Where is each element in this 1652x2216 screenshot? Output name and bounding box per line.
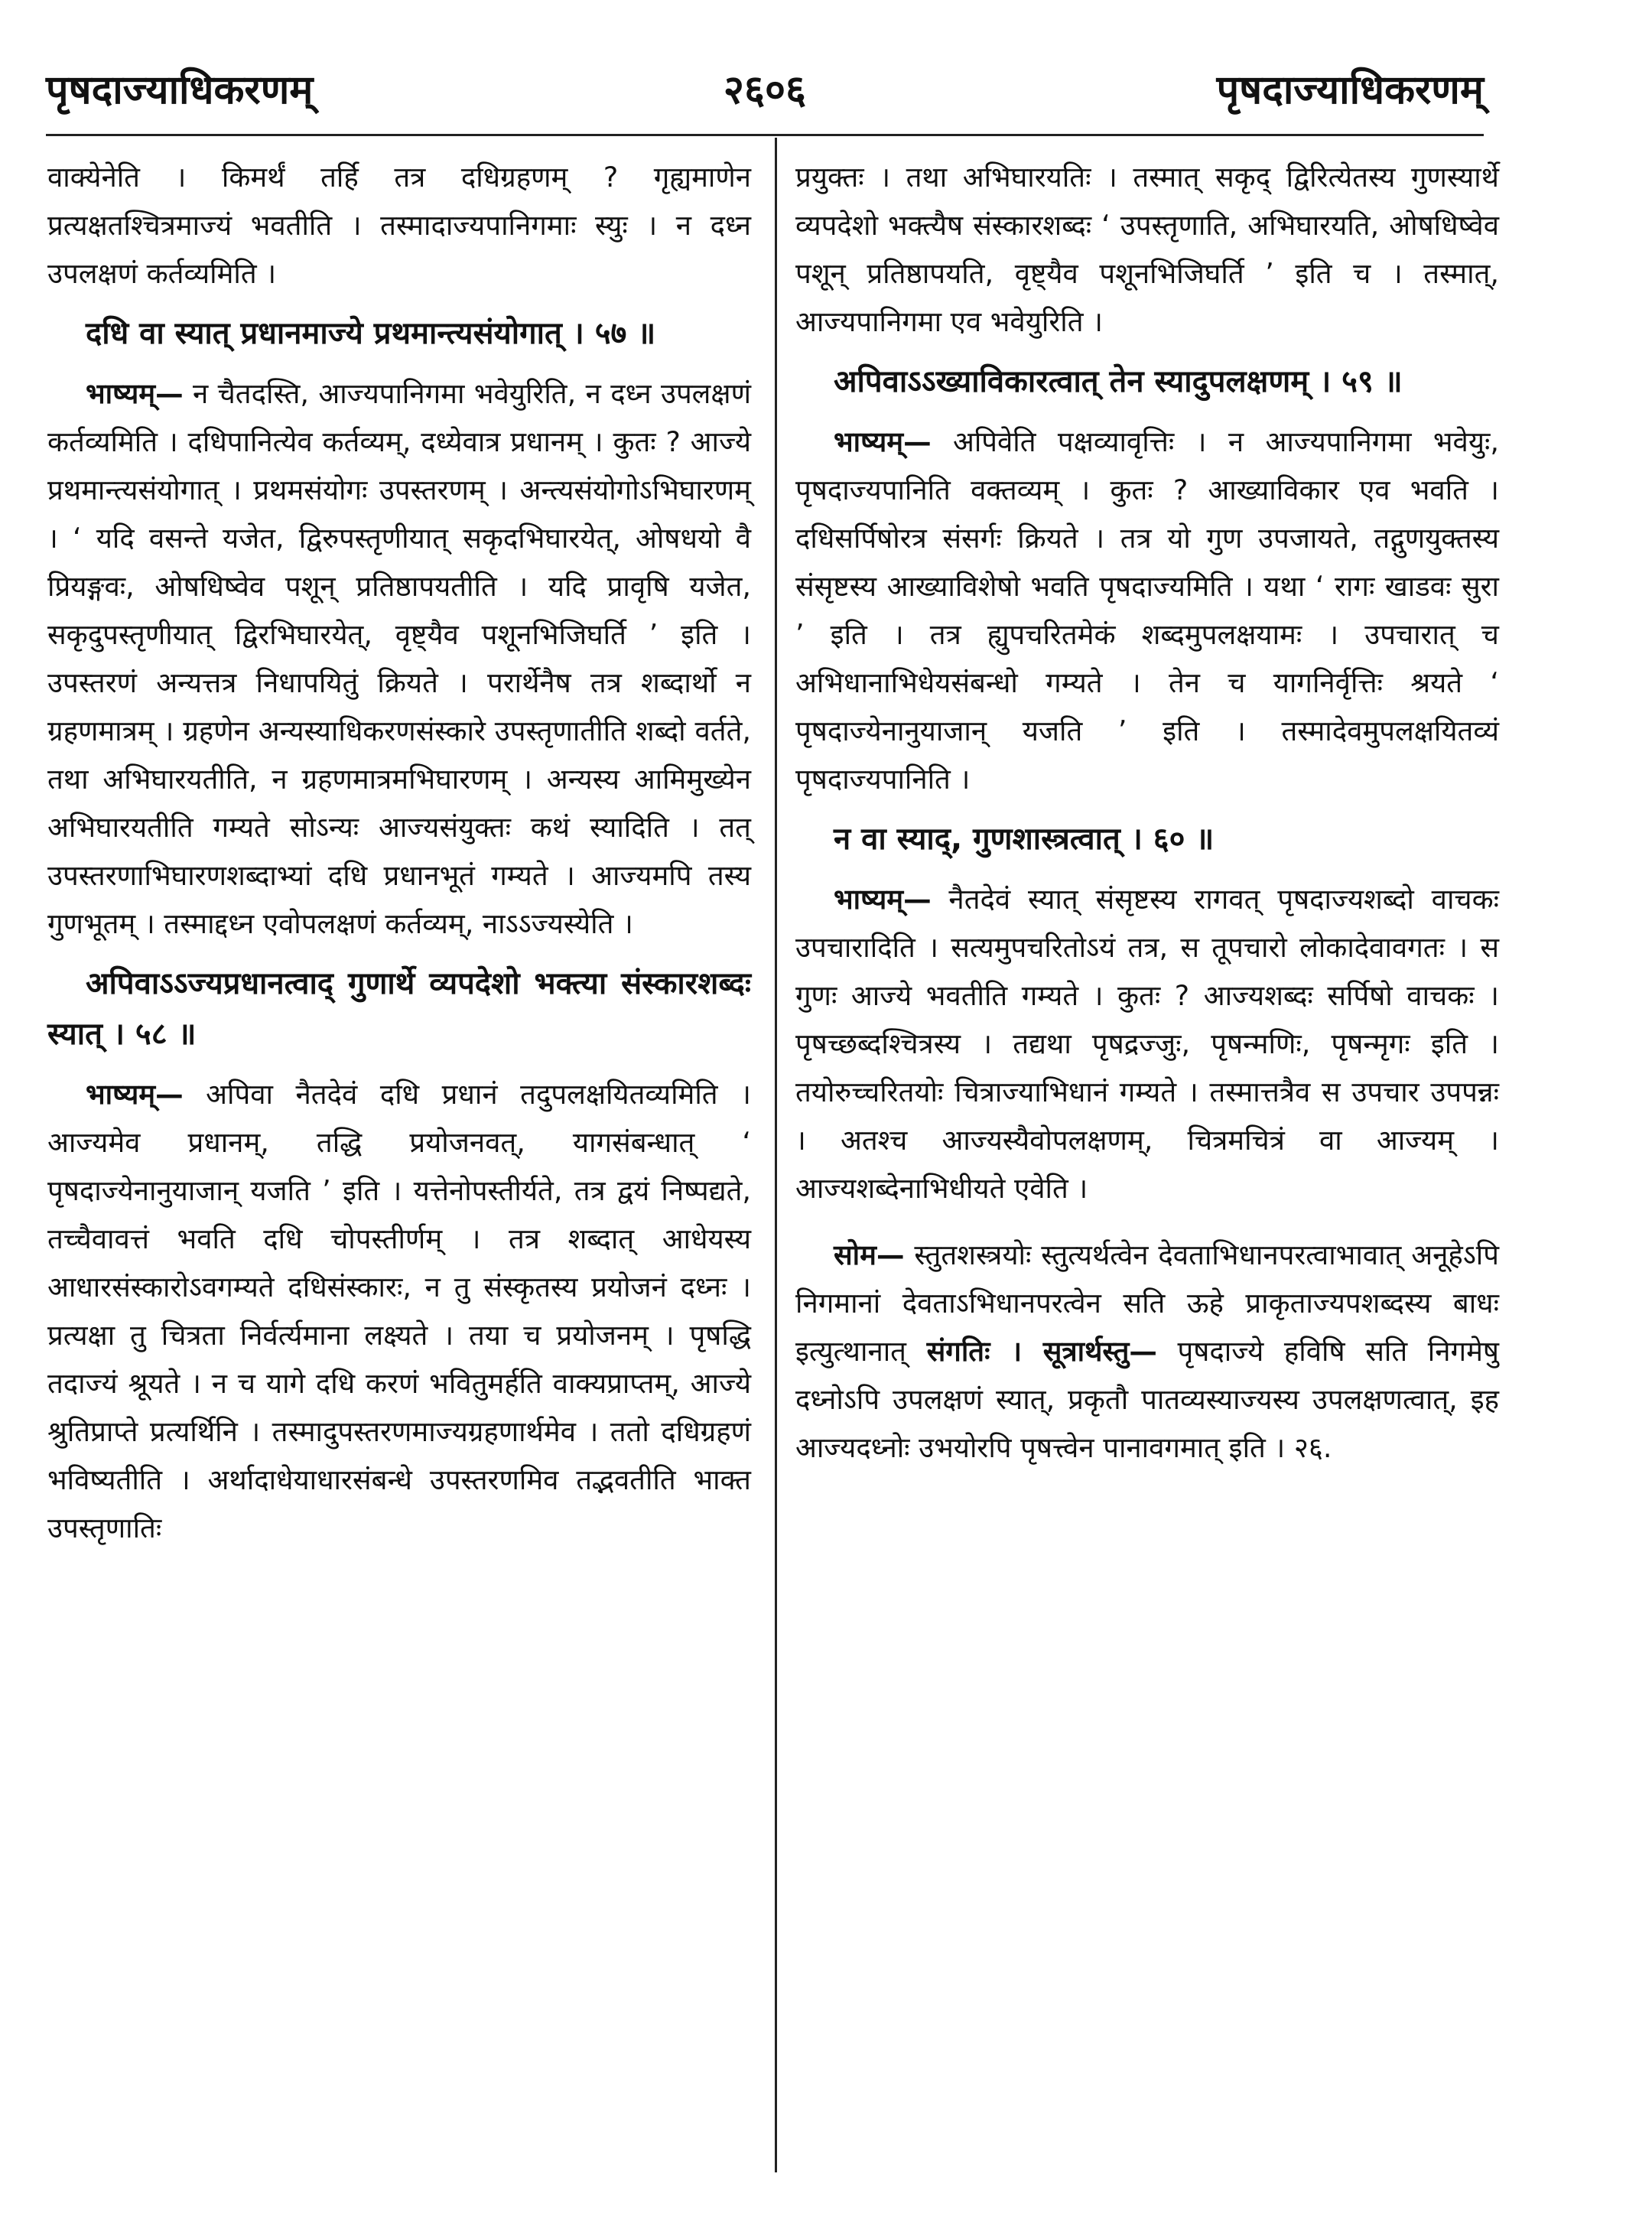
- bhashya-text: अपिवेति पक्षव्यावृत्तिः । न आज्यपानिगमा भवेयुः, पृषदाज्यपानिति वक्तव्यम् । कुतः ? आख्याविकार एव भवति । दधिसर्पिषोरत्र संसर्गः क्रियते । तत्र यो गुण उपजायते, तद्गुणयुक्तस्य संसृष्टस्य आख्याविशेषो भवति पृषदाज्यमिति । यथा ‘ रागः खाडवः सुरा ’ इति । तत्र ह्युपचरितमेकं शब्दमुपलक्षयामः । उपचारात् च अभिधानाभिधेयसंबन्धो गम्यते । तेन च यागनिर्वृत्तिः श्रयते ‘ पृषदाज्येनानुयाजान् यजति ’ इति । तस्मादेवमुपलक्षयितव्यं पृषदाज्यपानिति ।: [795, 425, 1499, 796]
- bhashya-58: [47, 1070, 751, 1552]
- bhashya-label: भाष्यम्—: [86, 377, 184, 410]
- continuation-paragraph: प्रयुक्तः । तथा अभिघारयतिः । तस्मात् सकृद् द्विरित्येतस्य गुणस्यार्थे व्यपदेशो भक्त्यैष संस्कारशब्दः ‘ उपस्तृणाति, अभिघारयति, ओषधिष्वेव पशून् प्रतिष्ठापयति, वृष्ट्यैव पशूनभिजिघर्ति ’ इति च । तस्मात्, आज्यपानिगमा एव भवेयुरिति ।: [795, 161, 1499, 338]
- sangati-label: संगतिः । सूत्रार्थस्तु—: [926, 1335, 1157, 1368]
- bhashya-60: [795, 875, 1499, 1212]
- bhashya-text: न चैतदस्ति, आज्यपानिगमा भवेयुरिति, न दध्न उपलक्षणं कर्तव्यमिति । दधिपानित्येव कर्तव्यम्, दध्येवात्र प्रधानम् । कुतः ? आज्ये प्रथमान्त्यसंयोगात् । प्रथमसंयोगः उपस्तरणम् । अन्त्यसंयोगोऽभिघारणम् । ‘ यदि वसन्ते यजेत, द्विरुपस्तृणीयात् सकृदभिघारयेत्, ओषधयो वै प्रियङ्गवः, ओषधिष्वेव पशून् प्रतिष्ठापयतीति । यदि प्रावृषि यजेत, सकृदुपस्तृणीयात् द्विरभिघारयेत्, वृष्ट्यैव पशूनभिजिघर्ति ’ इति । उपस्तरणं अन्यत्तत्र निधापयितुं क्रियते । परार्थेनैष तत्र शब्दार्थो न ग्रहणमात्रम् । ग्रहणेन अन्यस्याधिकरणसंस्कारे उपस्तृणातीति शब्दो वर्तते, तथा अभिघारयतीति, न ग्रहणमात्रमभिघारणम् । अन्यस्य आमिमुख्येन अभिघारयतीति गम्यते सोऽन्यः आज्यसंयुक्तः कथं स्यादिति । तत् उपस्तरणाभिघारणशब्दाभ्यां दधि प्रधानभूतं गम्यते । आज्यमपि तस्य गुणभूतम् । तस्माद्दध्न एवोपलक्षणं कर्तव्यम्, नाऽऽज्यस्येति ।: [47, 377, 751, 940]
- sangati-text: पृषदाज्ये हविषि सति निगमेषु दध्नोऽपि उपलक्षणं स्यात्, प्रकृतौ पातव्यस्याज्यस्य उपलक्षणत्वात्, इह आज्यदध्नोः उभयोरपि पृषत्त्वेन पानावगमात् इति । २६.: [795, 1335, 1499, 1464]
- page-number: २६०६: [723, 67, 807, 113]
- soma-label: सोम—: [834, 1238, 905, 1271]
- soma-text: स्तुतशस्त्रयोः स्तुत्यर्थत्वेन देवताभिधानपरत्वाभावात् अनूहेऽपि निगमानां देवताऽभिधानपरत्वेन सति ऊहे प्राकृताज्यपशब्दस्य बाधः इत्युत्थानात्: [795, 1238, 1499, 1368]
- page-header: [46, 46, 1484, 130]
- header-rule: [46, 134, 1484, 136]
- bhashya-label: भाष्यम्—: [86, 1078, 184, 1111]
- sutra-59: अपिवाऽऽख्याविकारत्वात् तेन स्यादुपलक्षणम् । ५९ ॥: [834, 364, 1403, 399]
- column-divider: [775, 138, 777, 2172]
- continuation-paragraph: वाक्येनेति । किमर्थं तर्हि तत्र दधिग्रहणम् ? गृह्यमाणेन प्रत्यक्षतश्चित्रमाज्यं भवतीति । तस्मादाज्यपानिगमाः स्युः । न दध्न उपलक्षणं कर्तव्यमिति ।: [47, 161, 751, 290]
- soma-commentary: [795, 1231, 1499, 1472]
- left-column: [47, 153, 751, 1563]
- bhashya-label: भाष्यम्—: [834, 883, 932, 916]
- bhashya-59: [795, 418, 1499, 803]
- right-column: [795, 153, 1499, 1482]
- bhashya-label: भाष्यम्—: [834, 425, 932, 458]
- sutra-58: अपिवाऽऽज्यप्रधानत्वाद् गुणार्थे व्यपदेशो भक्त्या संस्कारशब्दः स्यात् । ५८ ॥: [47, 966, 751, 1052]
- running-title-right: पृषदाज्याधिकरणम्: [1216, 67, 1484, 113]
- bhashya-text: अपिवा नैतदेवं दधि प्रधानं तदुपलक्षयितव्यमिति । आज्यमेव प्रधानम्, तद्धि प्रयोजनवत्, यागसंबन्धात् ‘ पृषदाज्येनानुयाजान् यजति ’ इति । यत्तेनोपस्तीर्यते, तत्र द्वयं निष्पद्यते, तच्चैवावत्तं भवति दधि चोपस्तीर्णम् । तत्र शब्दात् आधेयस्य आधारसंस्कारोऽवगम्यते दधिसंस्कारः, न तु संस्कृतस्य प्रयोजनं दध्नः । प्रत्यक्षा तु चित्रता निर्वर्त्यमाना लक्ष्यते । तया च प्रयोजनम् । पृषद्धि तदाज्यं श्रूयते । न च यागे दधि करणं भवितुमर्हति वाक्यप्राप्तम्, आज्ये श्रुतिप्राप्ते प्रत्यर्थिनि । तस्मादुपस्तरणमाज्यग्रहणार्थमेव । ततो दधिग्रहणं भविष्यतीति । अर्थादाधेयाधारसंबन्धे उपस्तरणमिव तद्भवतीति भाक्त उपस्तृणातिः: [47, 1078, 751, 1544]
- sutra-57: दधि वा स्यात् प्रधानमाज्ये प्रथमान्त्यसंयोगात् । ५७ ॥: [86, 316, 656, 351]
- bhashya-text: नैतदेवं स्यात् संसृष्टस्य रागवत् पृषदाज्यशब्दो वाचकः उपचारादिति । सत्यमुपचरितोऽयं तत्र, स तूपचारो लोकादेवावगतः । स गुणः आज्ये भवतीति गम्यते । कुतः ? आज्यशब्दः सर्पिषो वाचकः । पृषच्छब्दश्चित्रस्य । तद्यथा पृषद्रज्जुः, पृषन्मणिः, पृषन्मृगः इति । तयोरुच्चरितयोः चित्राज्याभिधानं गम्यते । तस्मात्तत्रैव स उपचार उपपन्नः । अतश्च आज्यस्यैवोपलक्षणम्, चित्रमचित्रं वा आज्यम् । आज्यशब्देनाभिधीयते एवेति ।: [795, 883, 1499, 1205]
- running-title-left: पृषदाज्याधिकरणम्: [46, 67, 314, 113]
- bhashya-57: [47, 369, 751, 948]
- sutra-60: न वा स्याद्, गुणशास्त्रत्वात् । ६० ॥: [834, 822, 1215, 857]
